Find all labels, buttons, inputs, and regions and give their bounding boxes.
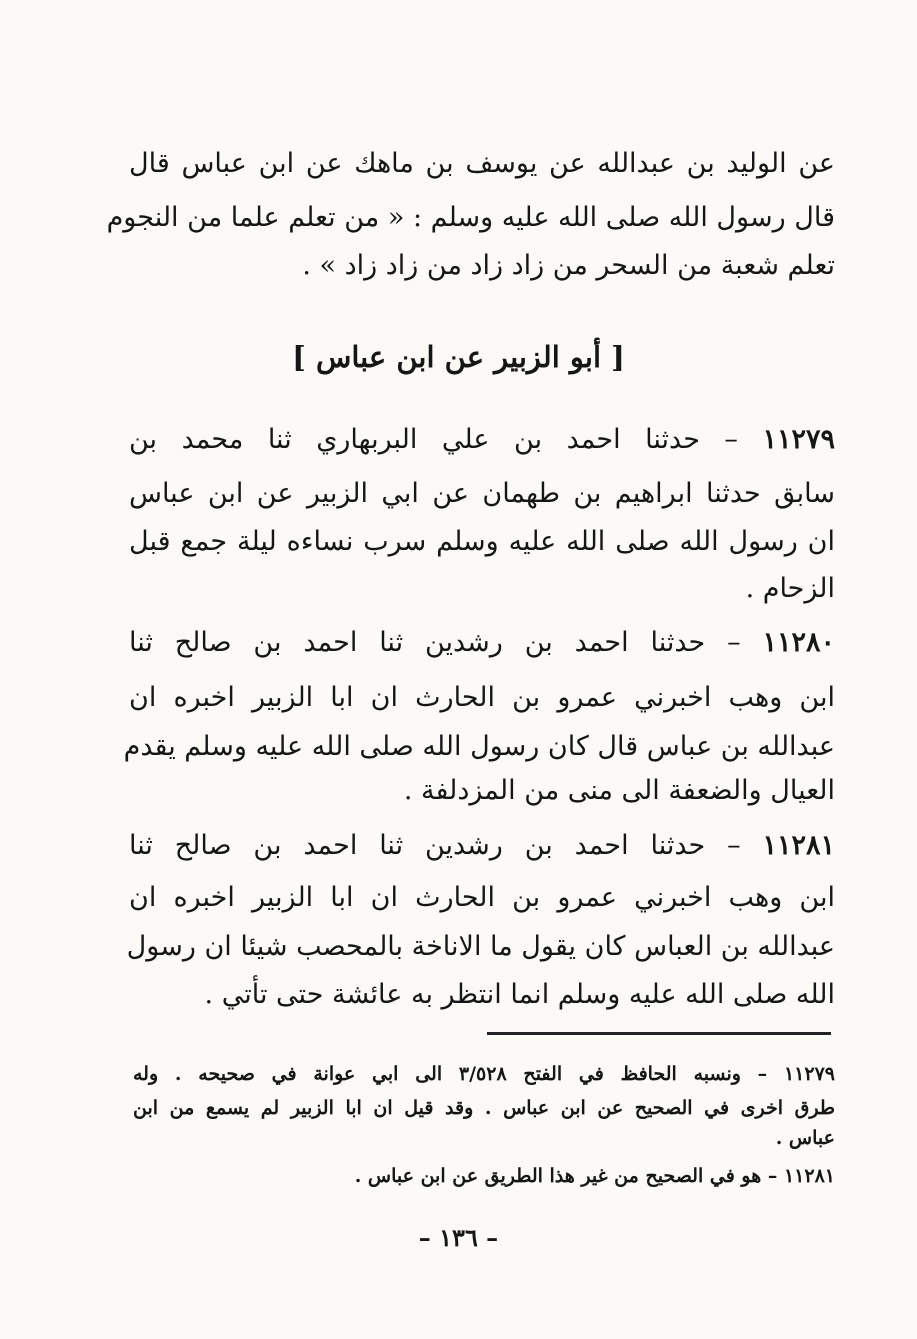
- text-line: قال رسول الله صلى الله عليه وسلم : « من تعلم علما من النجوم: [106, 202, 835, 233]
- hadith-text: – حدثنا احمد بن رشدين ثنا احمد بن صالح ثنا: [129, 627, 741, 658]
- hadith-number: ١١٢٨١: [762, 830, 835, 861]
- hadith-first-line: [129, 420, 835, 460]
- hadith-number: ١١٢٧٩: [762, 424, 835, 455]
- text-line: ابن وهب اخبرني عمرو بن الحارث ان ابا الزبير اخبره ان: [129, 882, 835, 913]
- footnote-line: عباس .: [775, 1127, 835, 1149]
- text-line: الزحام .: [745, 573, 835, 604]
- hadith-first-line: [129, 623, 835, 663]
- text-line: العيال والضعفة الى منى من المزدلفة .: [403, 775, 835, 806]
- text-line: عبدالله بن عباس قال كان رسول الله صلى الله عليه وسلم يقدم: [123, 731, 835, 762]
- text-line: عبدالله بن العباس كان يقول ما الاناخة بالمحصب شيئا ان رسول: [126, 931, 835, 962]
- footnote-line: ١١٢٨١ – هو في الصحيح من غير هذا الطريق عن ابن عباس .: [354, 1165, 835, 1187]
- hadith-text: – حدثنا احمد بن رشدين ثنا احمد بن صالح ثنا: [129, 830, 741, 861]
- hadith-first-line: [129, 826, 835, 866]
- text-line: سابق حدثنا ابراهيم بن طهمان عن ابي الزبير عن ابن عباس: [129, 478, 835, 509]
- text-line: عن الوليد بن عبدالله عن يوسف بن ماهك عن ابن عباس قال: [129, 148, 835, 179]
- hadith-text: – حدثنا احمد بن علي البربهاري ثنا محمد بن: [129, 424, 738, 455]
- text-line: ان رسول الله صلى الله عليه وسلم سرب نساءه ليلة جمع قبل: [129, 526, 835, 557]
- footnote-line: طرق اخرى في الصحيح عن ابن عباس . وقد قيل ان ابا الزبير لم يسمع من ابن: [133, 1097, 835, 1119]
- hadith-number: ١١٢٨٠: [762, 627, 835, 658]
- text-line: تعلم شعبة من السحر من زاد زاد من زاد زاد » .: [302, 250, 835, 281]
- footnote-divider: [487, 1032, 831, 1035]
- text-line: الله صلى الله عليه وسلم انما انتظر به عائشة حتى تأتي .: [204, 979, 835, 1010]
- text-line: ابن وهب اخبرني عمرو بن الحارث ان ابا الزبير اخبره ان: [129, 682, 835, 713]
- page-number: – ١٣٦ –: [418, 1223, 499, 1252]
- section-heading: [ أبو الزبير عن ابن عباس ]: [292, 340, 625, 374]
- footnote-line: ١١٢٧٩ – ونسبه الحافظ في الفتح ٣/٥٢٨ الى ابي عوانة في صحيحه . وله: [133, 1063, 835, 1085]
